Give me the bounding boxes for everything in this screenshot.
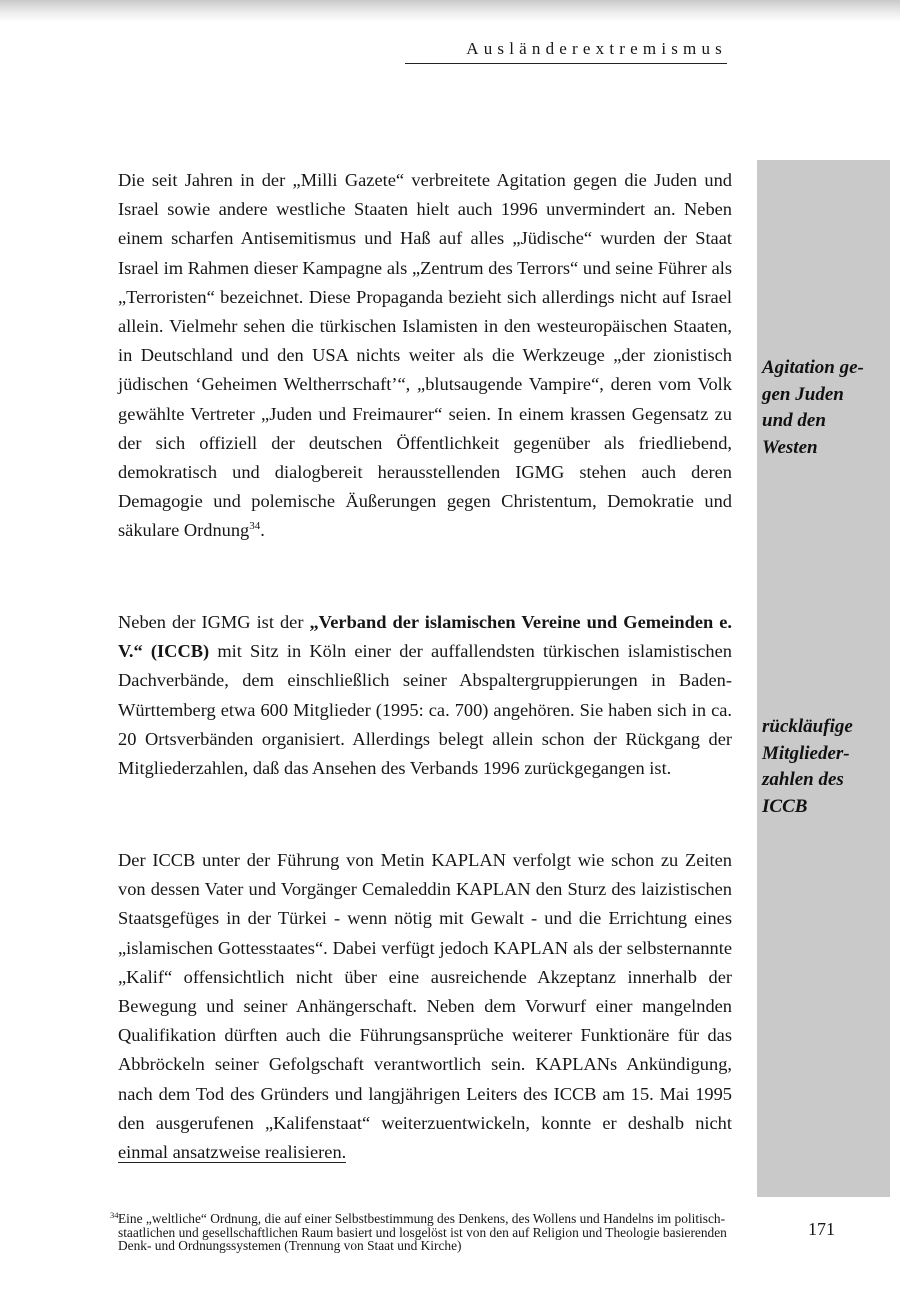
- paragraph-kaplan: [118, 846, 732, 1167]
- page-number: 171: [808, 1219, 835, 1239]
- footnote-reference: 34: [249, 520, 261, 533]
- margin-note-line: rückläufige: [762, 716, 853, 737]
- footnote-number: 34: [110, 1210, 119, 1220]
- iccb-name-bold: „Verband der islamischen Vereine und Gemeinden e. V.“ (ICCB): [118, 612, 732, 662]
- margin-note-line: Westen: [762, 436, 818, 458]
- running-head: Ausländerextremismus: [405, 40, 727, 64]
- scan-edge-shadow: [0, 0, 900, 22]
- paragraph-last-line: einmal ansatzweise realisieren.: [118, 1142, 347, 1163]
- margin-note-line: gen Juden: [762, 383, 844, 405]
- paragraph-iccb: [118, 608, 732, 783]
- margin-column-band: [757, 160, 890, 1197]
- footnote: [110, 1210, 740, 1254]
- paragraph-text: Der ICCB unter der Führung von Metin KAPLAN verfolgt wie schon zu Zeiten von dessen Vater und Vorgänger Cemaleddin KAPLAN den Sturz des laizistischen Staatsgefüges in der Türkei - wenn nötig mit Gewalt - und die Errichtung eines „islamischen Gottesstaates“. Dabei verfügt jedoch KAPLAN als der selbsternannte „Kalif“ offensichtlich nicht über eine ausreichende Akzeptanz innerhalb der Bewegung und seiner Anhängerschaft. Neben dem Vorwurf einer mangelnden Qualifikation dürften auch die Führungsansprüche weiterer Funktionäre für das Abbröckeln seiner Gefolgschaft verantwortlich sein. KAPLANs Ankündigung, nach dem Tod des Gründers und langjährigen Leiters des ICCB am 15. Mai 1995 den ausgerufenen „Kalifenstaat“ weiterzuentwickeln, konnte er deshalb nicht: [118, 850, 732, 1133]
- paragraph-text: mit Sitz in Köln einer der auffallendsten türkischen islamistischen Dachverbände, dem einschließlich seiner Abspaltergruppierungen in Baden-Württemberg etwa 600 Mitglieder (1995: ca. 700) angehören. Sie haben sich in ca. 20 Ortsverbänden organisiert. Allerdings belegt allein schon der Rückgang der Mitgliederzahlen, daß das Ansehen des Verbands 1996 zurückgegangen ist.: [118, 641, 732, 779]
- paragraph-end-punct: .: [260, 520, 265, 541]
- margin-note-line: Mitglieder-: [762, 742, 850, 764]
- paragraph-lead: Neben der IGMG ist der: [118, 612, 310, 632]
- margin-note-membership: [762, 714, 890, 820]
- margin-note-line: und den: [762, 410, 826, 431]
- paragraph-agitation: [118, 166, 732, 546]
- paragraph-text: Die seit Jahren in der „Milli Gazete“ verbreitete Agitation gegen die Juden und Israel sowie andere westliche Staaten hielt auch 1996 unvermindert an. Neben einem scharfen Antisemitismus und Haß auf alles „Jüdische“ wurden der Staat Israel im Rahmen dieser Kampagne als „Zentrum des Terrors“ und seine Führer als „Terroristen“ bezeichnet. Diese Propaganda bezieht sich allerdings nicht auf Israel allein. Vielmehr sehen die türkischen Islamisten in den westeuropäischen Staaten, in Deutschland und den USA nichts weiter als die Werkzeuge „der zionistisch jüdischen ‘Geheimen Weltherrschaft’“, „blutsaugende Vampire“, deren vom Volk gewählte Vertreter „Juden und Freimaurer“ seien. In einem krassen Gegensatz zu der sich offiziell der deutschen Öffentlichkeit gegenüber als friedliebend, demokratisch und dialogbereit herausstellenden IGMG stehen auch deren Demagogie und polemische Äußerungen gegen Christentum, Demokratie und säkulare Ordnung: [118, 170, 732, 541]
- margin-note-line: ICCB: [762, 795, 808, 817]
- margin-note-agitation: [762, 355, 890, 461]
- footnote-text: Eine „weltliche“ Ordnung, die auf einer Selbstbestimmung des Denkens, des Wollens und Handelns im politisch-staatlichen und gesellschaftlichen Raum basiert und losgelöst ist von den auf Religion und Theologie basierenden Denk- und Ordnungssystemen (Trennung von Staat und Kirche): [118, 1211, 727, 1254]
- margin-note-line: zahlen des: [762, 769, 844, 790]
- margin-note-line: Agitation ge-: [762, 357, 864, 378]
